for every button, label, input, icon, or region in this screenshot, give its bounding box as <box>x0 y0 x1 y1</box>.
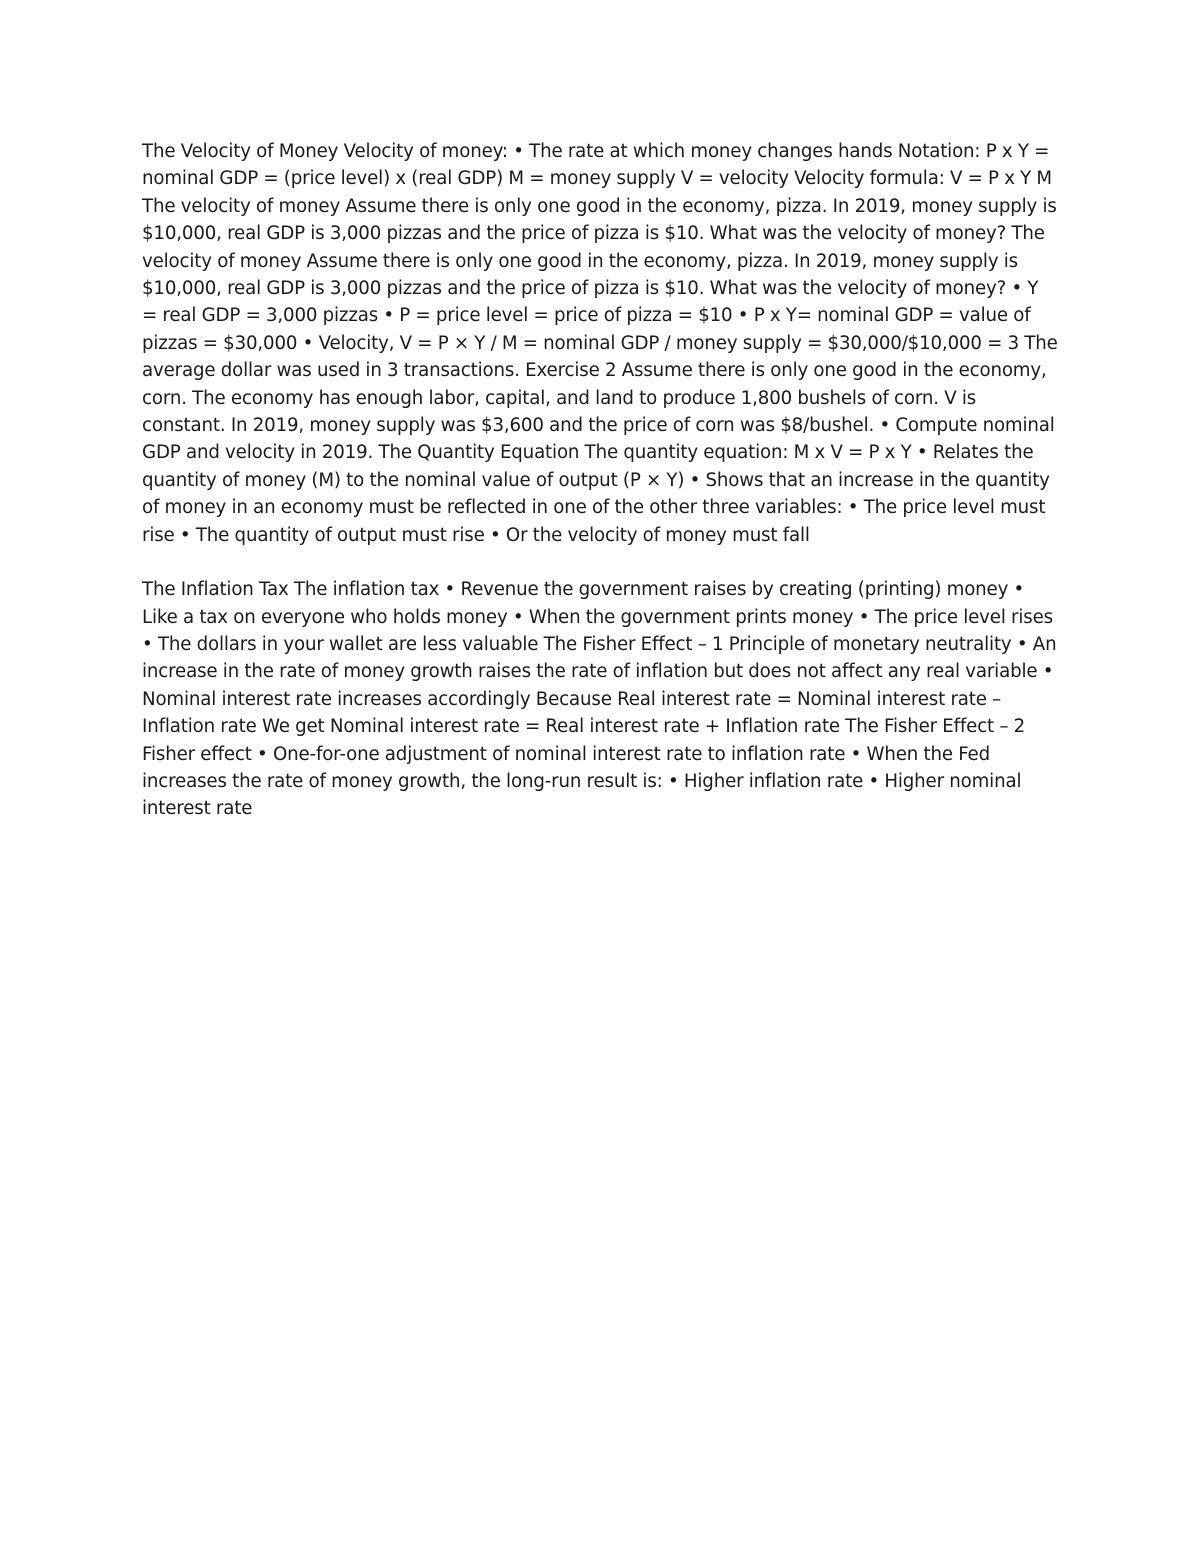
paragraph-inflation-tax: The Inflation Tax The inflation tax • Revenue the government raises by creating (printing) money • Like a tax on everyone who holds money • When the government prints money • The price level rises • The dollars in your wallet are less valuable The Fisher Effect – 1 Principle of monetary neutrality • An increase in the rate of money growth raises the rate of inflation but does not affect any real variable • Nominal interest rate increases accordingly Because Real interest rate = Nominal interest rate – Inflation rate We get Nominal interest rate = Real interest rate + Inflation rate The Fisher Effect – 2 Fisher effect • One-for-one adjustment of nominal interest rate to inflation rate • When the Fed increases the rate of money growth, the long-run result is: • Higher inflation rate • Higher nominal interest rate <box>142 579 1057 820</box>
document-body <box>142 138 1058 823</box>
paragraph-velocity-of-money: The Velocity of Money Velocity of money: • The rate at which money changes hands Notation: P x Y = nominal GDP = (price level) x (real GDP) M = money supply V = velocity Velocity formula: V = P x Y M The velocity of money Assume there is only one good in the economy, pizza. In 2019, money supply is $10,000, real GDP is 3,000 pizzas and the price of pizza is $10. What was the velocity of money? The velocity of money Assume there is only one good in the economy, pizza. In 2019, money supply is $10,000, real GDP is 3,000 pizzas and the price of pizza is $10. What was the velocity of money? • Y = real GDP = 3,000 pizzas • P = price level = price of pizza = $10 • P x Y= nominal GDP = value of pizzas = $30,000 • Velocity, V = P × Y / M = nominal GDP / money supply = $30,000/$10,000 = 3 The average dollar was used in 3 transactions. Exercise 2 Assume there is only one good in the economy, corn. The economy has enough labor, capital, and land to produce 1,800 bushels of corn. V is constant. In 2019, money supply was $3,600 and the price of corn was $8/bushel. • Compute nominal GDP and velocity in 2019. The Quantity Equation The quantity equation: M x V = P x Y • Relates the quantity of money (M) to the nominal value of output (P × Y) • Shows that an increase in the quantity of money in an economy must be reflected in one of the other three variables: • The price level must rise • The quantity of output must rise • Or the velocity of money must fall <box>142 141 1058 546</box>
